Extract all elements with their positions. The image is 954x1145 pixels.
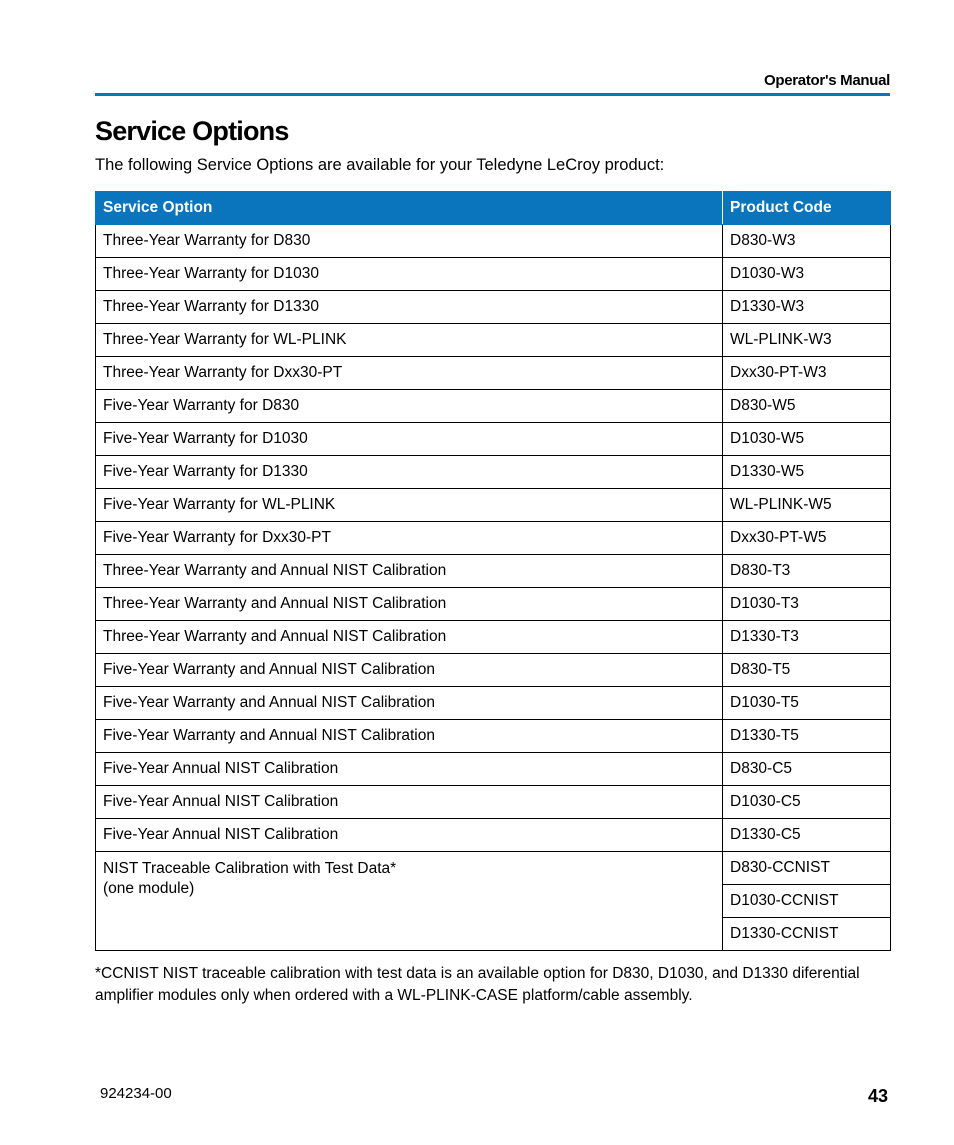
intro-text: The following Service Options are available for your Teledyne LeCroy product:: [95, 156, 665, 174]
table-row: [96, 357, 891, 390]
product-code-cell: D1030-T3: [723, 588, 891, 621]
table-row: [96, 687, 891, 720]
service-option-cell: Five-Year Warranty and Annual NIST Calibration: [96, 687, 723, 720]
service-option-cell: Three-Year Warranty for WL-PLINK: [96, 324, 723, 357]
service-option-line: NIST Traceable Calibration with Test Data*: [103, 860, 397, 877]
table-row: [96, 423, 891, 456]
column-header-service-option: Service Option: [96, 192, 723, 225]
header-rule: [95, 93, 890, 96]
product-code-cell: D1330-W5: [723, 456, 891, 489]
service-option-cell: [96, 852, 723, 951]
service-option-cell: Five-Year Warranty and Annual NIST Calibration: [96, 720, 723, 753]
product-code-cell: D830-W3: [723, 225, 891, 258]
service-option-cell: Three-Year Warranty and Annual NIST Calibration: [96, 621, 723, 654]
service-option-cell: Three-Year Warranty and Annual NIST Calibration: [96, 555, 723, 588]
product-code-cell: D1030-C5: [723, 786, 891, 819]
table-row: [96, 456, 891, 489]
service-option-cell: Three-Year Warranty for Dxx30-PT: [96, 357, 723, 390]
service-option-cell: Five-Year Annual NIST Calibration: [96, 753, 723, 786]
doc-number: 924234-00: [100, 1085, 172, 1102]
product-code-cell: D1330-W3: [723, 291, 891, 324]
product-code-cell: Dxx30-PT-W3: [723, 357, 891, 390]
product-code-cell: D830-C5: [723, 753, 891, 786]
service-option-cell: Five-Year Warranty for D830: [96, 390, 723, 423]
product-code-cell: D1330-T3: [723, 621, 891, 654]
product-code-cell: D1330-CCNIST: [723, 918, 891, 951]
service-option-cell: Five-Year Warranty for Dxx30-PT: [96, 522, 723, 555]
product-code-cell: D830-CCNIST: [723, 852, 891, 885]
table-row: [96, 522, 891, 555]
table-row: [96, 720, 891, 753]
table-row: [96, 588, 891, 621]
header-label: Operator's Manual: [764, 72, 890, 89]
product-code-cell: D1330-C5: [723, 819, 891, 852]
service-option-cell: Five-Year Warranty for D1030: [96, 423, 723, 456]
table-row: [96, 753, 891, 786]
service-option-cell: Five-Year Warranty and Annual NIST Calibration: [96, 654, 723, 687]
product-code-cell: WL-PLINK-W5: [723, 489, 891, 522]
table-row: [96, 225, 891, 258]
table-row: [96, 390, 891, 423]
product-code-cell: D1030-W5: [723, 423, 891, 456]
page-title: Service Options: [95, 116, 289, 146]
product-code-cell: D1030-CCNIST: [723, 885, 891, 918]
table-row: [96, 555, 891, 588]
service-option-cell: Five-Year Annual NIST Calibration: [96, 819, 723, 852]
service-option-cell: Three-Year Warranty for D1030: [96, 258, 723, 291]
table-row: [96, 291, 891, 324]
product-code-cell: D1030-W3: [723, 258, 891, 291]
product-code-cell: D830-T5: [723, 654, 891, 687]
footnote: *CCNIST NIST traceable calibration with test data is an available option for D830, D1030, and D1330 diferential amplifier modules only when ordered with a WL-PLINK-CASE platform/cable assembly.: [95, 965, 860, 1004]
product-code-cell: D830-T3: [723, 555, 891, 588]
service-option-cell: Five-Year Warranty for WL-PLINK: [96, 489, 723, 522]
table-row: [96, 654, 891, 687]
product-code-cell: WL-PLINK-W3: [723, 324, 891, 357]
table-body: [96, 225, 891, 951]
table-row: [96, 258, 891, 291]
page-number: 43: [867, 1086, 888, 1106]
column-header-product-code: Product Code: [723, 192, 891, 225]
product-code-cell: Dxx30-PT-W5: [723, 522, 891, 555]
table-header-row: [96, 192, 891, 225]
service-option-note: (one module): [103, 880, 195, 897]
table-row: [96, 621, 891, 654]
table-row: [96, 324, 891, 357]
service-options-table: [95, 191, 891, 951]
service-option-cell: Three-Year Warranty for D830: [96, 225, 723, 258]
service-option-cell: Five-Year Annual NIST Calibration: [96, 786, 723, 819]
service-option-cell: Five-Year Warranty for D1330: [96, 456, 723, 489]
product-code-cell: D830-W5: [723, 390, 891, 423]
table-row: [96, 786, 891, 819]
table-row: [96, 489, 891, 522]
service-option-cell: Three-Year Warranty for D1330: [96, 291, 723, 324]
service-option-cell: Three-Year Warranty and Annual NIST Calibration: [96, 588, 723, 621]
product-code-cell: D1030-T5: [723, 687, 891, 720]
table-row: [96, 819, 891, 852]
table-row: [96, 852, 891, 885]
product-code-cell: D1330-T5: [723, 720, 891, 753]
